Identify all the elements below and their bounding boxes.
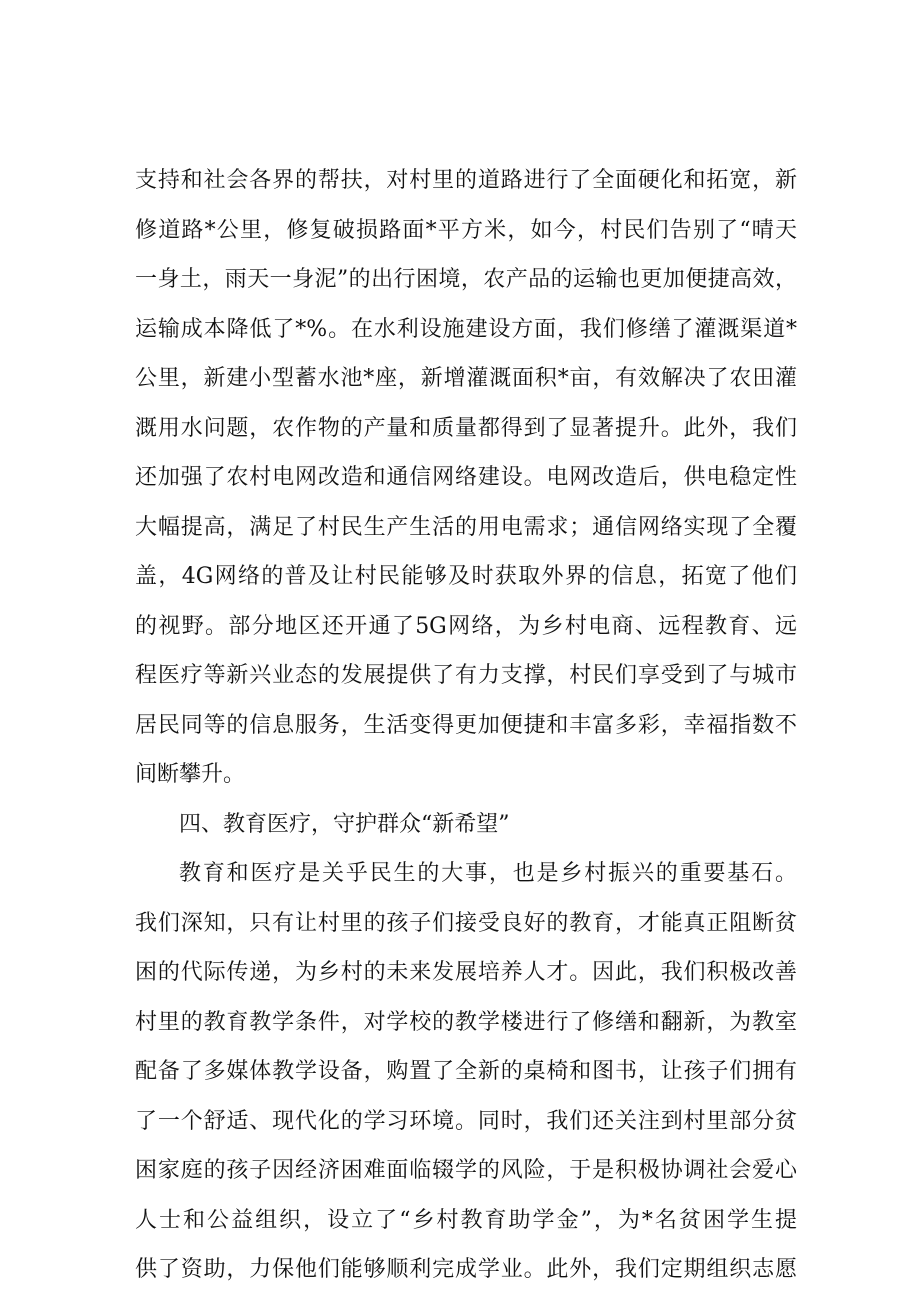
text-line: 修道路*公里，修复破损路面*平方米，如今，村民们告别了“晴天 (135, 217, 797, 243)
text-line: 溉用水问题，农作物的产量和质量都得到了显著提升。此外，我们 (135, 415, 797, 441)
text-line: 运输成本降低了*%。在水利设施建设方面，我们修缮了灌溉渠道* (135, 316, 797, 342)
text-line: 了一个舒适、现代化的学习环境。同时，我们还关注到村里部分贫 (135, 1108, 797, 1134)
text-line: 大幅提高，满足了村民生产生活的用电需求；通信网络实现了全覆 (135, 514, 797, 540)
paragraph-infrastructure (135, 156, 797, 800)
text-line: 还加强了农村电网改造和通信网络建设。电网改造后，供电稳定性 (135, 465, 797, 490)
paragraph-education (135, 849, 797, 1295)
text-line: 盖，4G网络的普及让村民能够及时获取外界的信息，拓宽了他们 (135, 564, 797, 589)
text-line: 居民同等的信息服务，生活变得更加便捷和丰富多彩，幸福指数不 (135, 712, 797, 738)
text-line: 村里的教育教学条件，对学校的教学楼进行了修缮和翻新，为教室 (135, 1009, 797, 1035)
text-line: 困家庭的孩子因经济困难面临辍学的风险，于是积极协调社会爱心 (135, 1158, 797, 1183)
text-line: 支持和社会各界的帮扶，对村里的道路进行了全面硬化和拓宽，新 (135, 168, 797, 193)
text-line: 公里，新建小型蓄水池*座，新增灌溉面积*亩，有效解决了农田灌 (135, 366, 797, 391)
text-line: 间断攀升。 (135, 762, 246, 787)
text-line: 供了资助，力保他们能够顺利完成学业。此外，我们定期组织志愿 (135, 1257, 797, 1282)
text-line: 困的代际传递，为乡村的未来发展培养人才。因此，我们积极改善 (135, 960, 797, 985)
text-line: 人士和公益组织，设立了“乡村教育助学金”，为*名贫困学生提 (135, 1207, 797, 1233)
text-line: 的视野。部分地区还开通了5G网络，为乡村电商、远程教育、远 (135, 613, 797, 639)
text-line: 我们深知，只有让村里的孩子们接受良好的教育，才能真正阻断贫 (135, 910, 797, 936)
document-body (135, 156, 797, 1295)
text-line: 教育和医疗是关乎民生的大事，也是乡村振兴的重要基石。 (179, 861, 797, 886)
text-line: 一身土，雨天一身泥”的出行困境，农产品的运输也更加便捷高效， (135, 267, 797, 292)
text-line: 程医疗等新兴业态的发展提供了有力支撑，村民们享受到了与城市 (135, 663, 797, 688)
section-heading: 四、教育医疗，守护群众“新希望” (179, 811, 510, 837)
text-line: 配备了多媒体教学设备，购置了全新的桌椅和图书，让孩子们拥有 (135, 1059, 797, 1084)
